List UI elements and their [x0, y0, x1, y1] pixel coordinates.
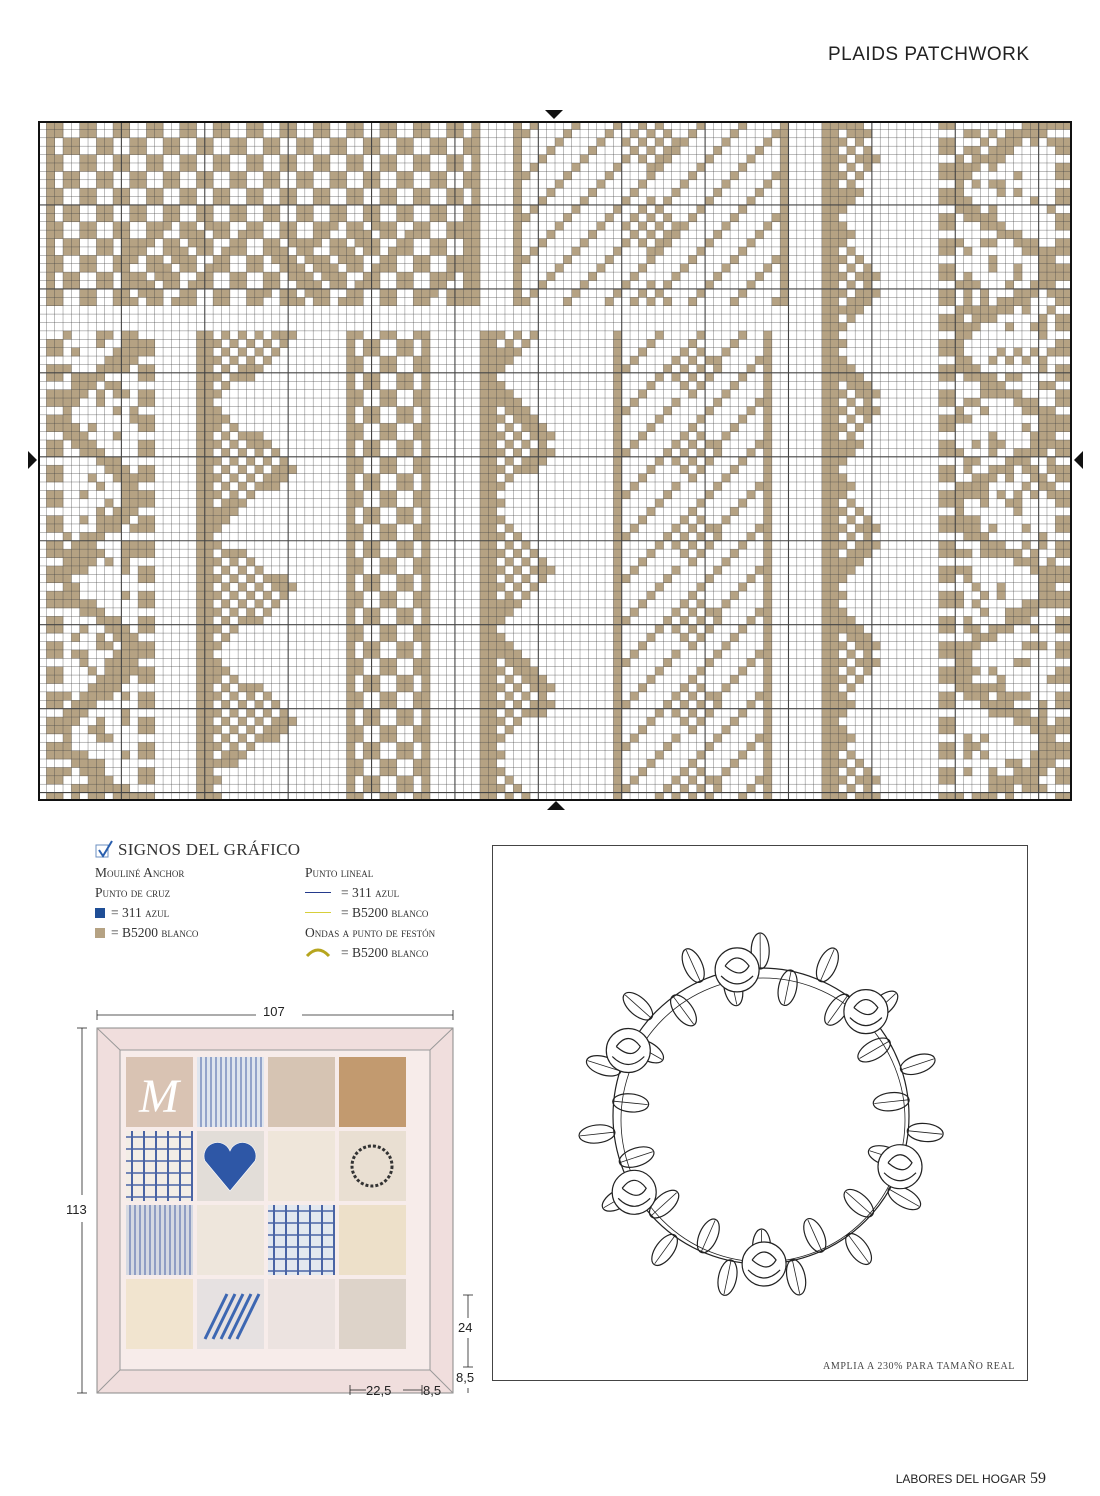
- enlarge-note: AMPLIA A 230% PARA TAMAÑO REAL: [823, 1361, 1015, 1372]
- rose-shape: [606, 1029, 650, 1073]
- legend-scallop-white: = B5200 blanco: [305, 943, 435, 963]
- dim-bottom-border: 8,5: [423, 1383, 442, 1398]
- legend-cross-stitch: Punto de cruz: [95, 885, 171, 900]
- wreath-motif-panel: [492, 845, 1028, 1381]
- quilt-block: [339, 1279, 406, 1349]
- quilt-block: [268, 1205, 335, 1275]
- page-number: 59: [1030, 1470, 1046, 1487]
- legend-line-white: = B5200 blanco: [305, 903, 435, 923]
- rose-shape: [612, 1170, 656, 1214]
- quilt-block: [126, 1057, 193, 1127]
- magazine-name: LABORES DEL HOGAR: [895, 1472, 1026, 1486]
- blue-line-icon: [305, 892, 331, 893]
- quilt-block: [197, 1057, 264, 1127]
- rose-shape: [742, 1242, 786, 1286]
- quilt-block: [126, 1279, 193, 1349]
- legend-line-blue: = 311 azul: [305, 883, 435, 903]
- legend-title: SIGNOS DEL GRÁFICO: [118, 840, 301, 859]
- quilt-block: [197, 1131, 264, 1201]
- quilt-block: [197, 1205, 264, 1275]
- legend-brand: Mouliné Anchor: [95, 865, 185, 880]
- quilt-diagram: [66, 1000, 490, 1400]
- quilt-block: [339, 1057, 406, 1127]
- legend-item-white: = B5200 blanco: [95, 923, 305, 943]
- svg-text:M: M: [139, 1070, 179, 1123]
- quilt-block: [268, 1057, 335, 1127]
- blue-swatch-icon: [95, 908, 105, 918]
- center-marker-bottom: [547, 801, 565, 810]
- quilt-block: [339, 1205, 406, 1275]
- yellow-line-icon: [305, 912, 331, 913]
- dim-block: 24: [458, 1320, 473, 1335]
- rose-shape: [844, 990, 888, 1034]
- quilt-illustration: [70, 1000, 490, 1400]
- dim-height: 113: [66, 1202, 87, 1217]
- rose-shape: [878, 1145, 922, 1189]
- quilt-block: [126, 1131, 193, 1201]
- dim-width: 107: [263, 1004, 285, 1019]
- page-footer: [896, 1470, 1046, 1488]
- quilt-block: [197, 1279, 264, 1349]
- beige-swatch-icon: [95, 928, 105, 938]
- center-marker-left: [28, 451, 37, 469]
- checkmark-icon: [95, 840, 115, 860]
- dim-border: 8,5: [456, 1370, 475, 1385]
- legend-backstitch: Punto lineal: [305, 865, 374, 880]
- wreath-illustration: [493, 846, 1027, 1380]
- quilt-block: [339, 1131, 406, 1201]
- page-title: PLAIDS PATCHWORK: [828, 44, 1030, 65]
- legend-scallop: Ondas a punto de festón: [305, 925, 436, 940]
- quilt-block: [126, 1205, 193, 1275]
- chart-legend: [95, 840, 495, 963]
- quilt-block: [268, 1131, 335, 1201]
- scallop-icon: [305, 946, 331, 958]
- dim-bottom-block: 22,5: [366, 1383, 392, 1398]
- center-marker-top: [545, 110, 563, 119]
- legend-item-blue: = 311 azul: [95, 903, 305, 923]
- center-marker-right: [1074, 451, 1083, 469]
- chart-grid: [38, 121, 1072, 801]
- quilt-block: [268, 1279, 335, 1349]
- rose-shape: [715, 948, 759, 992]
- cross-stitch-chart: [38, 121, 1072, 801]
